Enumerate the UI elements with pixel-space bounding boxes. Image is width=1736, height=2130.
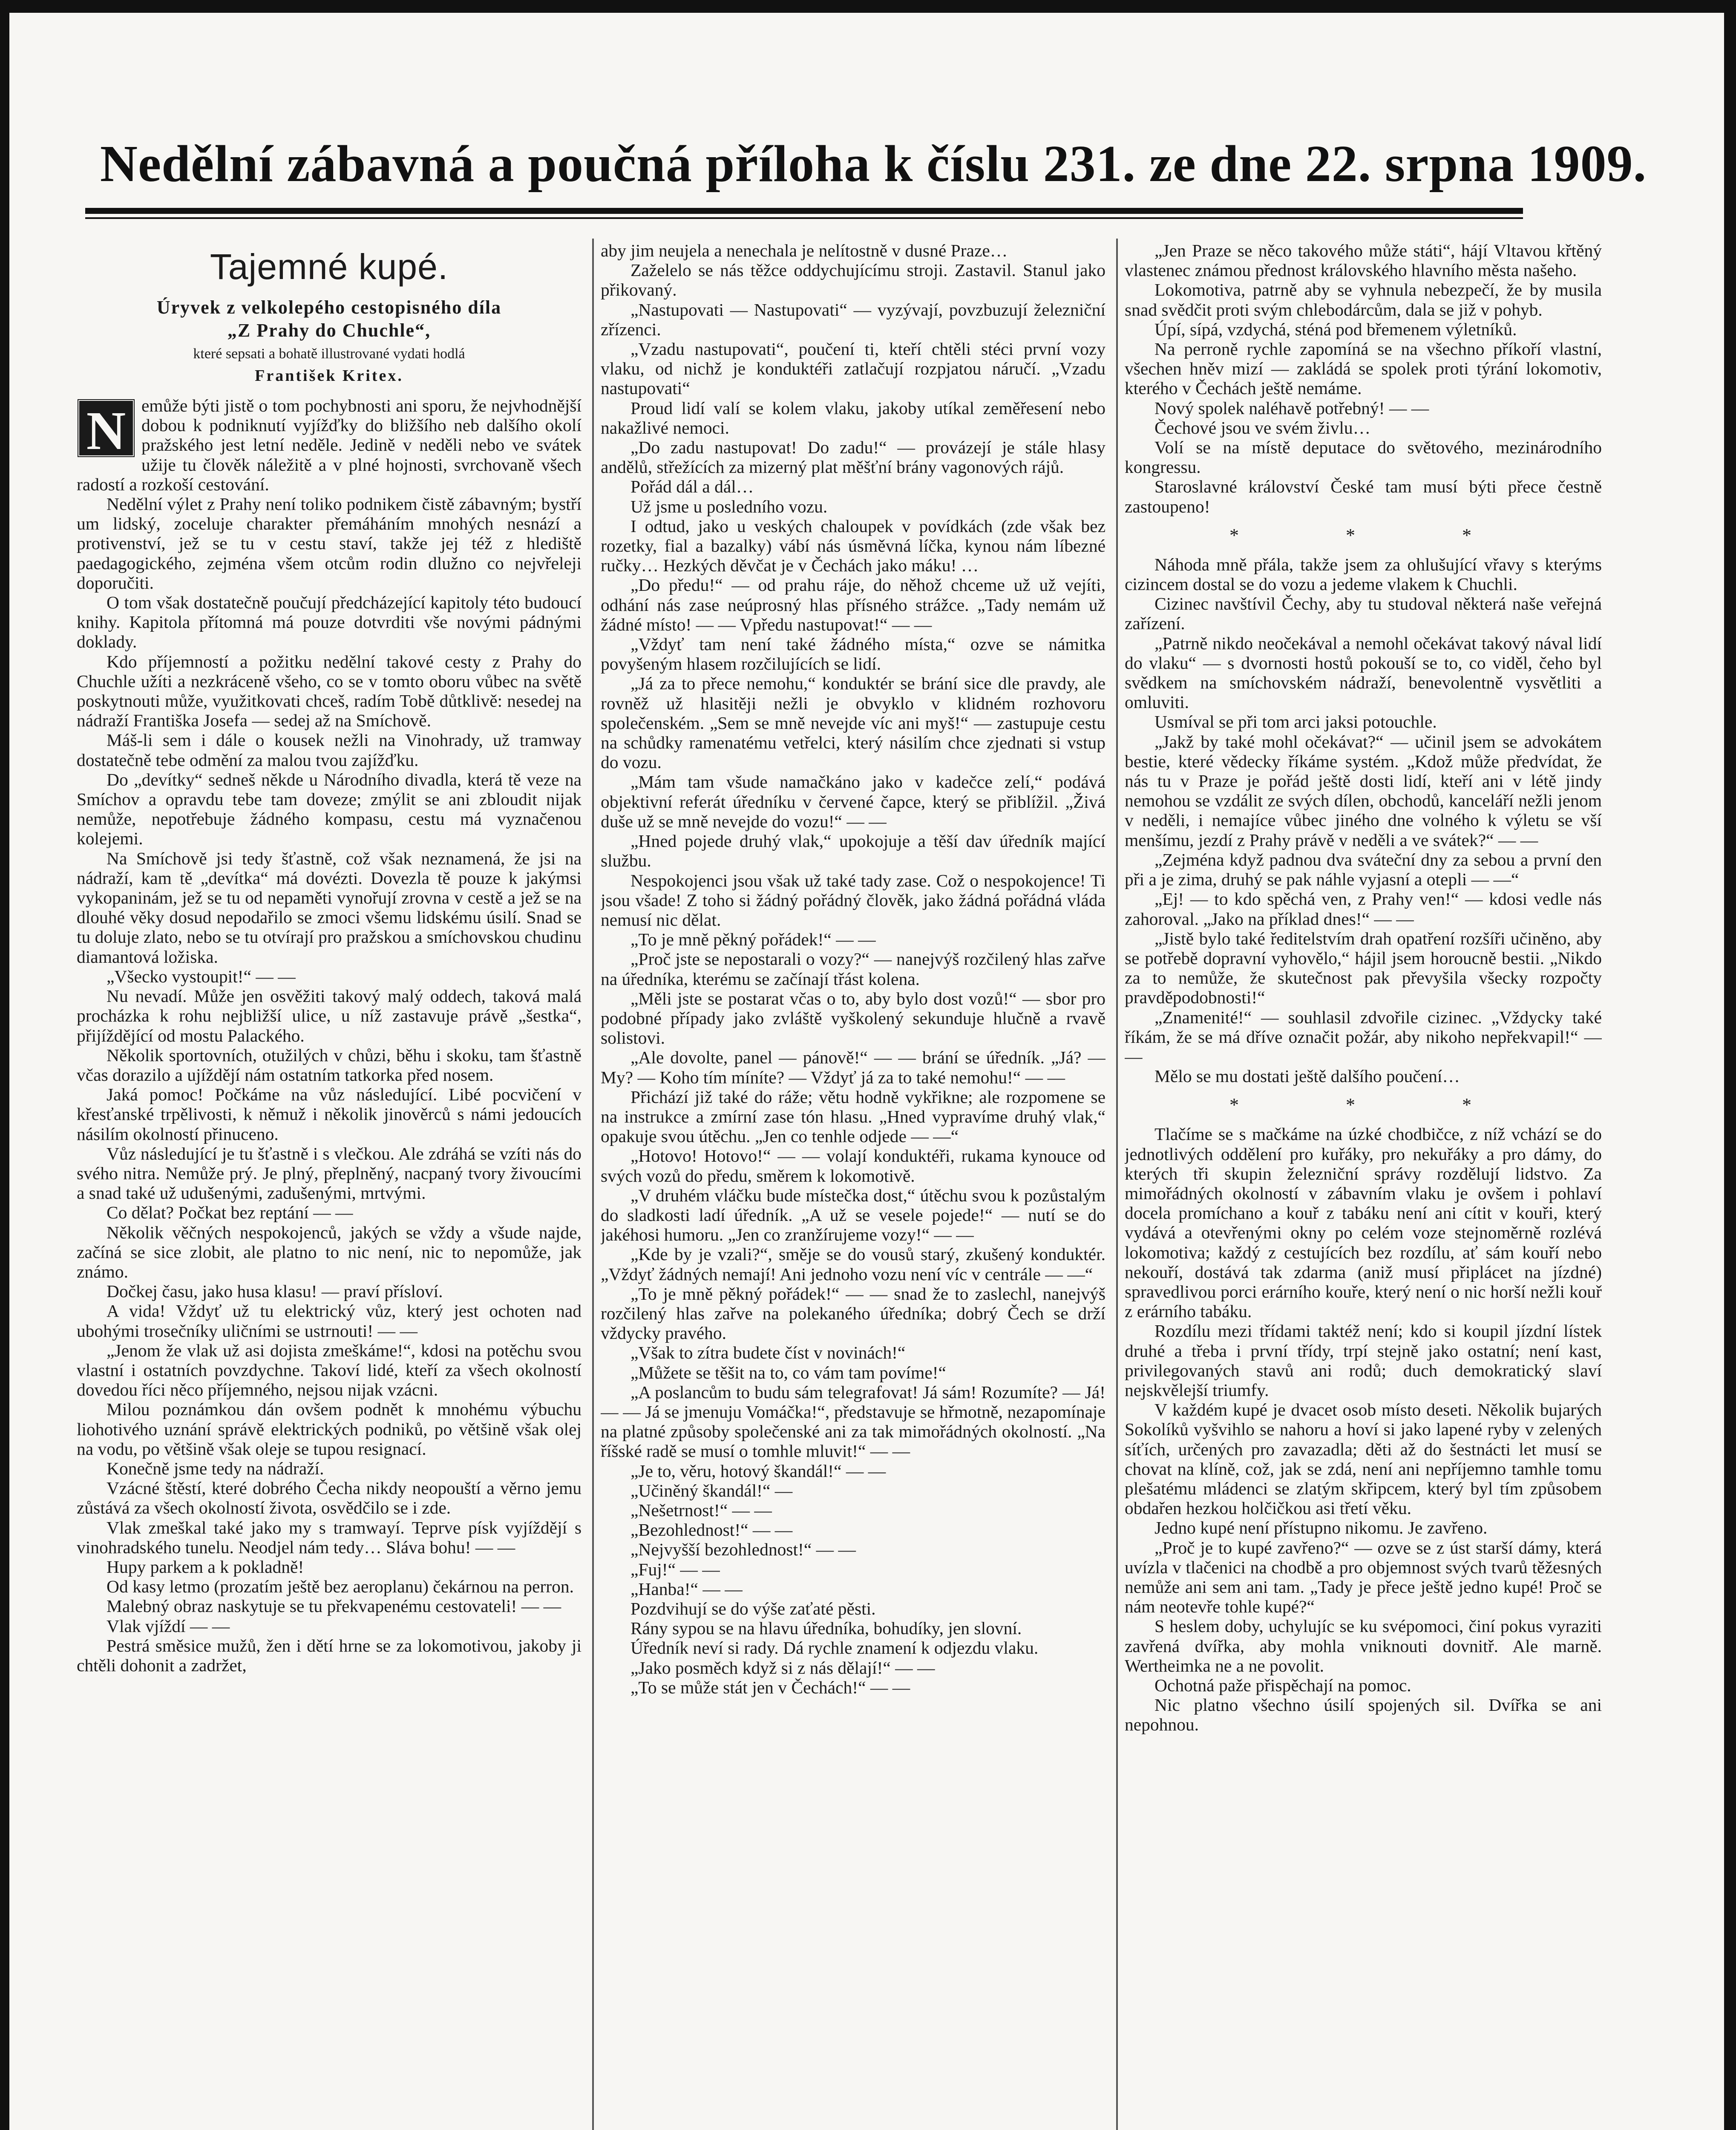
scan-border-top [0, 0, 1736, 13]
paragraph: „To je mně pěkný pořádek!“ — — [630, 930, 876, 950]
paragraph: Dočkej času, jako husa klasu! — praví přísloví. [107, 1281, 443, 1301]
paragraph [77, 396, 582, 494]
paragraph: Vlak zmeškal také jako my s tramwayí. Teprve písk vyjíždějí s vinohradského tunelu. Neodjel nám tedy… Sláva bohu! — — [77, 1517, 582, 1557]
paragraph: „Můžete se těšit na to, co vám tam povíme!“ [630, 1362, 946, 1382]
column-2 [601, 241, 1106, 2130]
paragraph-text: emůže býti jistě o tom pochybnosti ani sporu, že nejvhodnější dobou k podniknutí vyjížďky do bližšího neb dalšího okolí pražského jest letní neděle. Jedině v neděli nebo ve svátek užije tu člověk náležitě a v plné hojnosti, svrchovaně všech radostí a rozkoší cestování. [77, 396, 582, 494]
column-3 [1125, 241, 1602, 2130]
article-title: Tajemné kupé. [210, 247, 449, 287]
paragraph: O tom však dostatečně poučují předcházející kapitoly této budoucí knihy. Kapitola přítomná má pouze dotvrditi vše novými pádnými doklady. [77, 593, 582, 652]
column-1-body [77, 396, 582, 1675]
paragraph: Čechové jsou ve svém živlu… [1154, 417, 1371, 438]
article-subtitle: Úryvek z velkolepého cestopisného díla [156, 297, 502, 318]
column-1 [77, 241, 582, 2130]
paragraph: „Však to zítra budete číst v novinách!“ [630, 1343, 906, 1363]
paragraph: „Je to, věru, hotový škandál!“ — — [630, 1461, 886, 1481]
article-subtitle-2: které sepsati a bohatě illustrované vydati hodlá [193, 346, 465, 362]
paragraph: „A poslancům to budu sám telegrafovat! Já sám! Rozumíte? — Já! — — Já se jmenuju Vomáčka!“, představuje se hřmotně, nezapomínaje na platné způsoby společenské ani za tak mimořádných okolností. „Na říšské radě se musí o tomhle mluvit!“ — — [601, 1382, 1106, 1461]
paragraph: Nový spolek naléhavě potřebný! — — [1154, 398, 1429, 418]
paragraph: „Zejména když padnou dva sváteční dny za sebou a první den při a je zima, druhý se pak náhle vyjasní a otepli — —“ [1125, 849, 1602, 889]
paragraph: Vzácné štěstí, které dobrého Čecha nikdy neopouští a věrno jemu zůstává za všech okolností života, osvědčilo se i zde. [77, 1478, 582, 1518]
column-2-body [601, 241, 1106, 1697]
paragraph: Konečně jsme tedy na nádraží. [107, 1458, 324, 1478]
paragraph: „Jakž by také mohl očekávat?“ — učinil jsem se advokátem bestie, které vědecky říkáme systém. „Kdož může předvídat, že nás tu v Praze je pořád ještě dosti lidí, kteří ani v létě jindy nemohou se vzdálit ze svých dílen, obchodů, kanceláří nežli jenom v neděli, i nemajíce vůbec jiného dne volného k výletu se vší menšímu, jezdí z Prahy právě v neděli a ve svátek?“ — — [1125, 731, 1602, 850]
paragraph: „To je mně pěkný pořádek!“ — — snad že to zaslechl, nanejvýš rozčilený hlas zařve na polekaného úředníka; dobrý Čech se drží vždycky pravého. [601, 1284, 1106, 1343]
article-author: František Kritex. [255, 367, 403, 385]
scan-border-left [0, 0, 9, 2130]
paragraph: Vlak vjíždí — — [107, 1616, 230, 1636]
paragraph: „Patrně nikdo neočekával a nemohl očekávat takový nával lidí do vlaku“ — s dvornosti hostů pokouší se to, co viděl, čeho byl svědkem na smíchovském nádraží, benevolentně vysvětliti a omluviti. [1125, 633, 1602, 712]
paragraph: Nedělní výlet z Prahy není toliko podnikem čistě zábavným; bystří um lidský, zoceluje charakter přemáháním mnohých nesnází a protivenství, jež se tu v cestu staví, takže jej též z hlediště paedagogického, zejména všem otcům rodin dlužno co nejvřeleji doporučiti. [77, 494, 582, 593]
column-separator-1 [592, 239, 594, 2130]
paragraph: „Znamenité!“ — souhlasil zdvořile cizinec. „Vždycky také říkám, že se má dříve označit požár, aby nikoho nepřekvapil!“ — — [1125, 1007, 1602, 1066]
paragraph: Rány sypou se na hlavu úředníka, bohudíky, jen slovní. [630, 1618, 1022, 1638]
paragraph: Nic platno všechno úsilí spojených sil. Dvířka se ani nepohnou. [1125, 1695, 1602, 1735]
paragraph: „Kde by je vzali?“, směje se do vousů starý, zkušený konduktér. „Vždyť žádných nemají! Ani jednoho vozu není víc v centrále — —“ [601, 1244, 1106, 1284]
paragraph: Na perroně rychle zapomíná se na všechno příkoří vlastní, všechen hněv mizí — zakládá se spolek proti týrání lokomotiv, kterého v Čechách ještě nemáme. [1125, 339, 1602, 398]
paragraph: Jedno kupé není přístupno nikomu. Je zavřeno. [1154, 1518, 1488, 1538]
paragraph: „Hanba!“ — — [630, 1579, 743, 1599]
paragraph: „Všecko vystoupit!“ — — [107, 966, 296, 986]
paragraph: Hupy parkem a k pokladně! [107, 1557, 304, 1577]
paragraph: Milou poznámkou dán ovšem podnět k mnohému výbuchu liohotivého uznání správě elektrických podniků, po většině však olej na vodu, po většině však oleje se tupou resignací. [77, 1399, 582, 1459]
paragraph: „Jenom že vlak už asi dojista zmeškáme!“, kdosi na potěchu svou vlastní i ostatních povzdychne. Takoví lidé, kteří za všech okolností dovedou říci něco příjemného, nejsou nijak vzácni. [77, 1340, 582, 1400]
paragraph: „Ej! — to kdo spěchá ven, z Prahy ven!“ — kdosi vedle nás zahoroval. „Jako na příklad dnes!“ — — [1125, 889, 1602, 929]
drop-cap-initial: N [77, 398, 135, 458]
paragraph: „Do zadu nastupovat! Do zadu!“ — provázejí je stále hlasy andělů, střežících za mizerný plat měšťní brány vagonových rájů. [601, 438, 1106, 477]
paragraph: „Jistě bylo také ředitelstvím drah opatření rozšíři učiněno, aby se potřebě dopravní vyhovělo,“ hájil jsem horoucně bestii. „Nikdo za to nemůže, že skutečnost pak převyšila všecky rozpočty pravděpodobnosti!“ [1125, 928, 1602, 1007]
masthead-rule-thick [85, 208, 1523, 214]
paragraph: „Vždyť tam není také žádného místa,“ ozve se námitka povyšeným hlasem rozčilujících se lidí. [601, 634, 1106, 674]
paragraph: Rozdílu mezi třídami taktéž není; kdo si koupil jízdní lístek druhé a třeba i první třídy, trpí stejně jako ostatní; není kast, privilegovaných stavů ani rodů; duch demokratický slaví nejskvělejší triumfy. [1125, 1321, 1602, 1400]
paragraph: Staroslavné království České tam musí býti přece čestně zastoupeno! [1125, 477, 1602, 516]
paragraph: Nespokojenci jsou však už také tady zase. Což o nespokojence! Ti jsou všade! Z toho si žádný pořádný člověk, jako žádná pořádná vláda nemusí nic dělat. [601, 870, 1106, 930]
paragraph: Pořád dál a dál… [630, 477, 754, 497]
scan-border-right [1724, 0, 1736, 2130]
paragraph: „Nejvyšší bezohlednost!“ — — [630, 1540, 856, 1560]
paragraph: Co dělat? Počkat bez reptání — — [107, 1203, 353, 1223]
column-separator-2 [1116, 239, 1118, 2130]
paragraph: „Jako posměch když si z nás dělají!“ — — [630, 1658, 935, 1678]
paragraph: Máš-li sem i dále o kousek nežli na Vinohrady, už tramway dostatečně tebe odmění za malou tvou zajížďku. [77, 730, 582, 770]
section-divider-stars: * * * [1229, 1094, 1523, 1116]
paragraph: Několik věčných nespokojenců, jakých se vždy a všude najde, začíná se sice zlobit, ale platno to nic není, nic to nepomůže, jak známo. [77, 1222, 582, 1281]
paragraph: Volí se na místě deputace do světového, mezinárodního kongressu. [1125, 438, 1602, 477]
paragraph: Úpí, sípá, vzdychá, sténá pod břemenem výletníků. [1154, 319, 1517, 339]
paragraph: „Učiněný škandál!“ — [630, 1480, 793, 1500]
paragraph: „To se může stát jen v Čechách!“ — — [630, 1677, 910, 1697]
paragraph: Malebný obraz naskytuje se tu překvapenému cestovateli! — — [107, 1596, 561, 1616]
column-3-body [1125, 241, 1602, 1735]
paragraph: Úředník neví si rady. Dá rychle znamení k odjezdu vlaku. [630, 1638, 1039, 1658]
paragraph: „Do předu!“ — od prahu ráje, do něhož chceme už už vejíti, odhání nás zase neúprosný hlas přísného strážce. „Tady nemám už žádné místo! — — Vpředu nastupovat!“ — — [601, 575, 1106, 634]
paragraph: Už jsme u posledního vozu. [630, 496, 828, 516]
paragraph: Přichází již také do ráže; větu hodně vykřikne; ale rozpomene se na instrukce a zmírní zase tón hlasu. „Hned vypravíme druhý vlak,“ opakuje svou útěchu. „Jen co tenhle odjede — —“ [601, 1087, 1106, 1146]
paragraph: I odtud, jako u veských chaloupek v povídkách (zde však bez rozetky, fial a bazalky) vábí nás úsměvná líčka, kynou nám líbezné ručky… Hezkých děvčat je v Čechách jako máku! … [601, 516, 1106, 576]
paragraph: V každém kupé je dvacet osob místo deseti. Několik bujarých Sokolíků vyšvihlo se nahoru a hoví si jako lapené ryby v zelených síťích, určených pro zavazadla; děti až do šestnácti let musí se chovat na klíně, což, jak se zdá, není ani nepříjemno tamhle tomu plešatému mládenci se zlatým skřipcem, který byl tím způsobem obdařen hezkou holčičkou asi třetí věku. [1125, 1400, 1602, 1518]
paragraph: Ochotná paže přispěchají na pomoc. [1154, 1675, 1411, 1695]
paragraph: Vůz následující je tu šťastně i s vlečkou. Ale zdráhá se vzíti nás do svého nitra. Nemůže prý. Je plný, přeplněný, nacpaný tvory živoucími a snad také už udušenými, zadušenými, mrtvými. [77, 1143, 582, 1203]
paragraph: S heslem doby, uchylujíc se ku svépomoci, činí pokus vyraziti zavřená dvířka, aby mohla vniknouti dovnitř. Ale marně. Wertheimka ne a ne povolit. [1125, 1616, 1602, 1675]
paragraph: „Mám tam všude namačkáno jako v kadečce zelí,“ podává objektivní referát úředníku v červené čapce, který se přiblížil. „Živá duše už se mně nevejde do vozu!“ — — [601, 772, 1106, 831]
paragraph: „Proč jste se nepostarali o vozy?“ — nanejvýš rozčilený hlas zařve na úředníka, kterému se začínají třást kolena. [601, 949, 1106, 989]
article-work-title: „Z Prahy do Chuchle“, [227, 320, 431, 341]
paragraph: „Hotovo! Hotovo!“ — — volají konduktéři, rukama kynouce od svých vozů do předu, směrem k lokomotivě. [601, 1146, 1106, 1186]
masthead-rule-thin [85, 217, 1523, 219]
paragraph: „Já za to přece nemohu,“ konduktér se brání sice dle pravdy, ale rovněž už hlasitěji nežli je obvyklo v klidném rozhovoru společenském. „Sem se mně nevejde víc ani myš!“ — zastupuje cestu na schůdky ramenatému vetřelci, který násilím chce zjednati si vstup do vozu. [601, 674, 1106, 772]
paragraph: aby jim neujela a nenechala je nelítostně v dusné Praze… [601, 241, 1008, 260]
paragraph: „Proč je to kupé zavřeno?“ — ozve se z úst starší dámy, která uvízla v tlačenici na chodbě a pro objemnost svých tvarů těžesných nemůže ani sem ani tam. „Tady je přece ještě jedno kupé! Proč se nám neotevře tohle kupé?“ [1125, 1537, 1602, 1617]
paragraph: Nu nevadí. Může jen osvěžiti takový malý oddech, taková malá procházka k rohu nejbližší ulice, u níž zastavuje právě „šestka“, přijíždějící od mostu Palackého. [77, 986, 582, 1045]
paragraph: Zaželelo se nás těžce oddychujícímu stroji. Zastavil. Stanul jako přikovaný. [601, 260, 1106, 300]
section-divider-stars: * * * [1229, 524, 1523, 546]
paragraph: Cizinec navštívil Čechy, aby tu studoval některá naše veřejná zařízení. [1125, 594, 1602, 633]
paragraph: „Měli jste se postarat včas o to, aby bylo dost vozů!“ — sbor pro podobné případy jako zvláště vyškolený sekunduje hlučně a rvavě solistovi. [601, 988, 1106, 1048]
page-masthead: Nedělní zábavná a poučná příloha k číslu 231. ze dne 22. srpna 1909. [100, 135, 1647, 193]
paragraph: Jaká pomoc! Počkáme na vůz následující. Libé pocvičení v křesťanské trpělivosti, k němuž i několik jinověrců s námi jedoucích násilím okolností přinuceno. [77, 1085, 582, 1144]
paragraph: Usmíval se při tom arci jaksi potouchle. [1154, 712, 1437, 732]
paragraph: Od kasy letmo (prozatím ještě bez aeroplanu) čekárnou na perron. [107, 1577, 574, 1597]
paragraph: Proud lidí valí se kolem vlaku, jakoby utíkal zeměřesení nebo nakažlivé nemoci. [601, 398, 1106, 438]
paragraph: Kdo příjemností a požitku nedělní takové cesty z Prahy do Chuchle užíti a nezkráceně všeho, co se v tomto oboru vůbec na světě poskytnouti může, využitkovati chceš, radím Tobě důtklivě: nesedej na nádraží Františka Josefa — sedej až na Smíchově. [77, 651, 582, 731]
paragraph: „Ale dovolte, panel — pánově!“ — — brání se úředník. „Já? — My? — Koho tím míníte? — Vždyť já za to také nemohu!“ — — [601, 1048, 1106, 1087]
paragraph: Pestrá směsice mužů, žen i dětí hrne se za lokomotivou, jakoby ji chtěli dohonit a zadržet, [77, 1635, 582, 1675]
paragraph: Do „devítky“ sedneš někde u Národního divadla, která tě veze na Smíchov a opravdu tebe tam doveze; zmýlit se ani zbloudit nijak nemůže, nepotřebuje žádného kompasu, cestu má vyznačenou kolejemi. [77, 769, 582, 849]
paragraph: Několik sportovních, otužilých v chůzi, běhu i skoku, tam šťastně včas dorazilo a ujíždějí nám ostatním tatkorka před nosem. [77, 1045, 582, 1085]
paragraph: Mělo se mu dostati ještě dalšího poučení… [1154, 1066, 1460, 1086]
paragraph: Náhoda mně přála, takže jsem za ohlušující vřavy s kterýms cizincem dostal se do vozu a jedeme vlakem k Chuchli. [1125, 554, 1602, 594]
paragraph: Lokomotiva, patrně aby se vyhnula nebezpečí, že by musila snad svědčit proti svým chlebodárcům, dala se již v pohyb. [1125, 280, 1602, 320]
paragraph: „Nešetrnost!“ — — [630, 1500, 772, 1520]
paragraph: Na Smíchově jsi tedy šťastně, což však neznamená, že jsi na nádraží, kam tě „devítka“ má dovézti. Dovezla tě pouze k jakýmsi vykopaninám, jež se tu od nepaměti vynořují zrovna v cestě a jež se na dlouhé věky dosud nepodařilo se zmoci všemu lidskému úsilí. Snad se tu doluje zlato, nebo se tu otvírají pro pražskou a smíchovskou chudinu diamantová ložiska. [77, 848, 582, 967]
paragraph: Tlačíme se s mačkáme na úzké chodbičce, z níž vchází se do jednotlivých oddělení pro kuřáky, pro nekuřáky a pro dámy, do kterých tři skupin železniční správy rozdělují lidstvo. Za mimořádných okolností v zábavním vlaku je ovšem i pohlaví docela promíchano a kouř z tabáku není ani cítit v kouři, který vydává a otevřenými okny po celém voze stejnoměrně rozlévá lokomotiva; každý z cestujících bez rozdílu, ať sám kouří nebo nekouří, dostává tak zdarma (aniž musí připlácet na jízdné) spravedlivou porci erárního kouře, který není o nic horší nežli kouř z erárního tabáku. [1125, 1124, 1602, 1321]
paragraph: „Bezohlednost!“ — — [630, 1520, 793, 1540]
paragraph: „Hned pojede druhý vlak,“ upokojuje a těší dav úředník mající službu. [601, 831, 1106, 871]
paragraph: „V druhém vláčku bude místečka dost,“ útěchu svou k pozůstalým do sladkosti ladí úředník. „A už se vesele pojede!“ — nutí se do jakéhosi humoru. „Jen co zranžírujeme vozy!“ — — [601, 1185, 1106, 1245]
paragraph: Pozdvihují se do výše zaťaté pěsti. [630, 1599, 876, 1619]
paragraph: „Vzadu nastupovati“, poučení ti, kteří chtěli stéci první vozy vlaku, od nichž je konduktéři zatlačují rozpjatou náručí. „Vzadu nastupovati“ [601, 339, 1106, 398]
paragraph: „Fuj!“ — — [630, 1559, 720, 1579]
paragraph: „Jen Praze se něco takového může státi“, hájí Vltavou křtěný vlastenec známou přednost královského hlavního města našeho. [1125, 241, 1602, 280]
paragraph: „Nastupovati — Nastupovati“ — vyzývají, povzbuzují železniční zřízenci. [601, 299, 1106, 339]
paragraph: A vida! Vždyť už tu elektrický vůz, který jest ochoten nad ubohými trosečníky uličními se ustrnouti! — — [77, 1301, 582, 1341]
